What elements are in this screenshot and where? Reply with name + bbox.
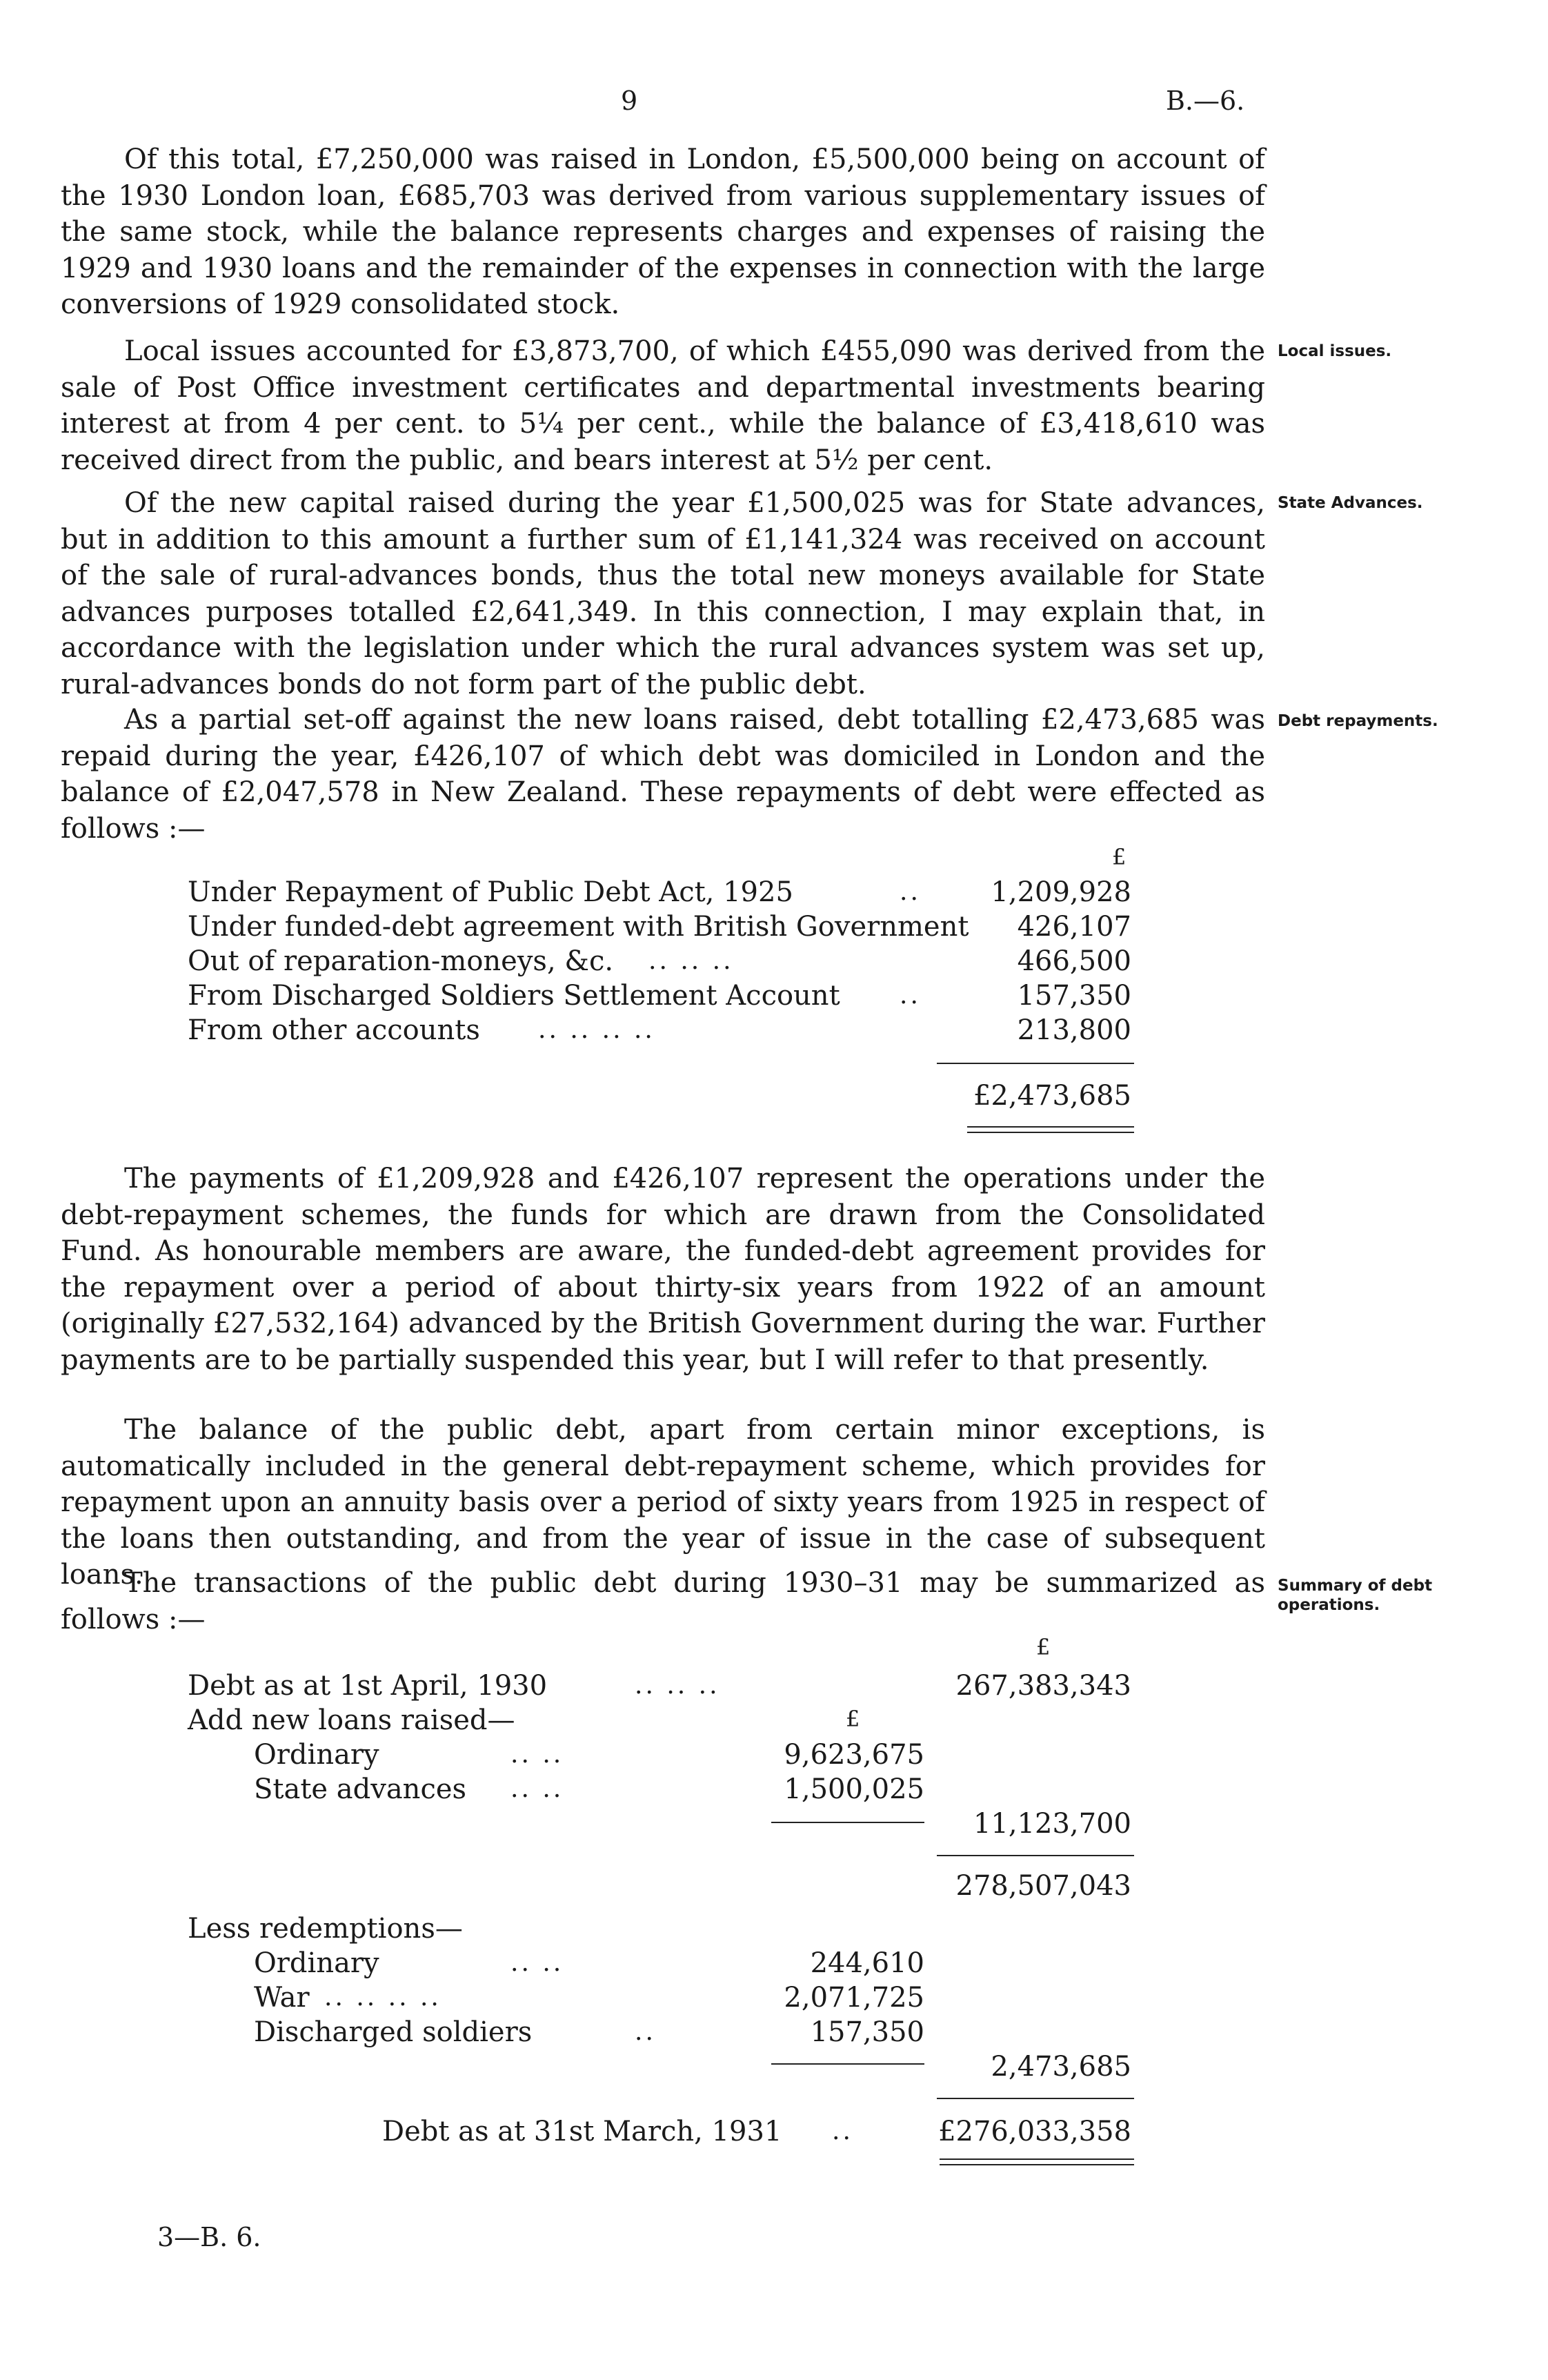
leader-dots: .. .. (510, 1775, 564, 1803)
repayment-row-label: Under Repayment of Public Debt Act, 1925 (188, 876, 793, 908)
repayment-row-label: Under funded-debt agreement with British Government (188, 911, 969, 943)
summary-less-item-amount: 244,610 (810, 1947, 924, 1979)
document-reference: B.—6. (1166, 86, 1245, 116)
repayment-row-amount: 157,350 (1017, 980, 1131, 1012)
printer-signature: 3—B. 6. (157, 2222, 261, 2252)
summary-less-item-label: Discharged soldiers (254, 2016, 533, 2048)
paragraph-local-issues: Local issues accounted for £3,873,700, of which £455,090 was derived from the sale of Post Office investment certificates and departmental investments bearing interest at from 4 per cent. to 5¼ per cent., while the balance of £3,418,610 was received direct from the public, and bears interest at 5½ per cent. (61, 335, 1265, 476)
repayment-row-label: From Discharged Soldiers Settlement Account (188, 980, 840, 1012)
paragraph-debt-schemes: The payments of £1,209,928 and £426,107 represent the operations under the debt-repayment schemes, the funds for which are drawn from the Consolidated Fund. As honourable members are aware, the funded-debt agreement provides for the repayment over a period of about thirty-six years from 1922 of an amount (originally £27,532,164) advanced by the British Government during the war. Further payments are to be partially suspended this year, but I will refer to that presently. (61, 1163, 1265, 1376)
paragraph-state-advances: Of the new capital raised during the year £1,500,025 was for State advances, but in addition to this amount a further sum of £1,141,324 was received on account of the sale of rural-advances bonds, thus the total new moneys available for State advances purposes totalled £2,641,349. In this connection, I may explain that, in accordance with the legislation under which the rural advances system was set up, rural-advances bonds do not form part of the public debt. (61, 487, 1265, 700)
paragraph-debt-repayments: As a partial set-off against the new loans raised, debt totalling £2,473,685 was repaid during the year, £426,107 of which debt was domiciled in London and the balance of £2,047,578 in New Zealand. These repayments of debt were effected as follows :— (61, 704, 1265, 845)
sidenote-summary: Summary of debt operations. (1278, 1577, 1433, 1614)
rule (771, 2063, 924, 2065)
leader-dots: .. .. .. (648, 947, 734, 975)
summary-opening-amount: 267,383,343 (955, 1670, 1131, 1702)
repayments-currency-header: £ (1112, 844, 1127, 870)
summary-add-item-label: State advances (254, 1773, 467, 1805)
leader-dots: .. .. .. .. (538, 1016, 655, 1044)
leader-dots: .. .. .. (635, 1671, 720, 1700)
page-number: 9 (621, 86, 638, 116)
paragraph-annuity-scheme: The balance of the public debt, apart from certain minor exceptions, is automatically included in the general debt-repayment scheme, which provides for repayment upon an annuity basis over a period of sixty years from 1925 in respect of the loans then outstanding, and from the year of issue in the case of subsequent loans. (61, 1414, 1265, 1591)
summary-add-item-amount: 9,623,675 (784, 1739, 924, 1771)
sidenote-local-issues: Local issues. (1278, 342, 1392, 360)
leader-dots: .. .. (510, 1740, 564, 1769)
summary-closing-label: Debt as at 31st March, 1931 (382, 2116, 782, 2147)
summary-closing-amount: £276,033,358 (938, 2116, 1131, 2147)
summary-less-total: 2,473,685 (991, 2051, 1131, 2083)
repayment-row-label: From other accounts (188, 1014, 480, 1046)
repayments-total: £2,473,685 (973, 1080, 1131, 1112)
leader-dots: .. (635, 2018, 656, 2046)
summary-add-item-amount: 1,500,025 (784, 1773, 924, 1805)
repayment-row-amount: 213,800 (1017, 1014, 1131, 1046)
summary-subcolumn-currency: £ (846, 1706, 860, 1732)
leader-dots: .. (900, 878, 921, 906)
double-rule (940, 2158, 1134, 2165)
summary-add-item-label: Ordinary (254, 1739, 379, 1771)
rule (771, 1822, 924, 1823)
summary-add-heading: Add new loans raised— (188, 1704, 515, 1736)
leader-dots: .. .. (510, 1949, 564, 1977)
summary-add-total: 11,123,700 (973, 1808, 1131, 1840)
summary-less-item-amount: 157,350 (810, 2016, 924, 2048)
summary-subtotal: 278,507,043 (955, 1870, 1131, 1902)
rule (937, 2098, 1134, 2099)
repayment-row-amount: 426,107 (1017, 911, 1131, 943)
repayment-row-amount: 1,209,928 (991, 876, 1131, 908)
leader-dots: .. .. .. .. (324, 1983, 441, 2012)
sidenote-state-advances: State Advances. (1278, 494, 1423, 512)
sidenote-debt-repayments: Debt repayments. (1278, 712, 1438, 730)
rule (937, 1855, 1134, 1856)
leader-dots: .. (900, 981, 921, 1010)
summary-less-item-label: War (254, 1982, 310, 2014)
paragraph-summary-intro: The transactions of the public debt during 1930–31 may be summarized as follows :— (61, 1567, 1265, 1635)
summary-less-item-label: Ordinary (254, 1947, 379, 1979)
summary-less-heading: Less redemptions— (188, 1913, 463, 1945)
leader-dots: .. (832, 2117, 853, 2145)
repayment-row-amount: 466,500 (1017, 945, 1131, 977)
paragraph-1: Of this total, £7,250,000 was raised in London, £5,500,000 being on account of the 1930 London loan, £685,703 was derived from various supplementary issues of the same stock, while the balance represents charges and expenses of raising the 1929 and 1930 loans and the remainder of the expenses in connection with the large conversions of 1929 consolidated stock. (61, 144, 1265, 320)
rule (937, 1063, 1134, 1064)
summary-less-item-amount: 2,071,725 (784, 1982, 924, 2014)
summary-currency-header: £ (1036, 1634, 1051, 1660)
summary-opening-label: Debt as at 1st April, 1930 (188, 1670, 548, 1702)
repayment-row-label: Out of reparation-moneys, &c. (188, 945, 614, 977)
double-rule (967, 1126, 1134, 1133)
